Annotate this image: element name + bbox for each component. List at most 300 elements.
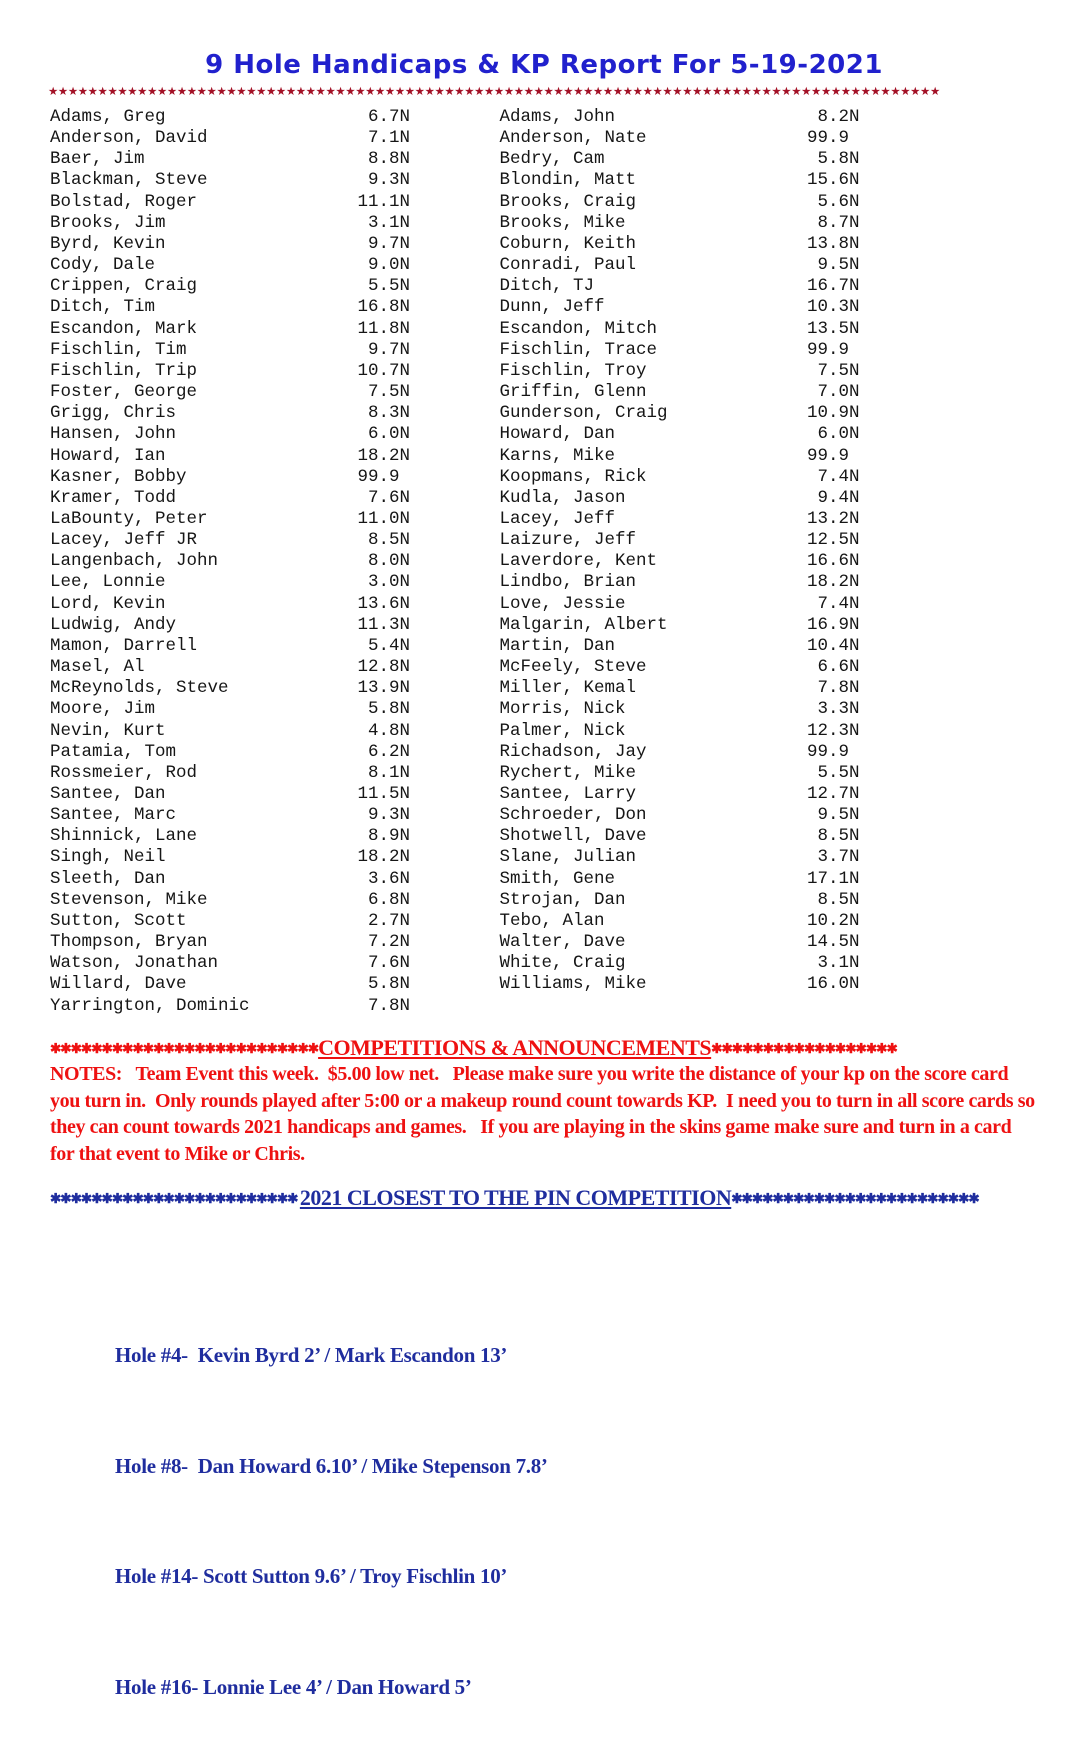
player-name: Rychert, Mike <box>499 762 637 783</box>
player-name: Hansen, John <box>50 424 177 445</box>
player-name: Patamia, Tom <box>50 741 177 762</box>
player-name: Santee, Dan <box>50 784 166 804</box>
player-name: Grigg, Chris <box>50 403 177 424</box>
handicap-value: 10.4 <box>807 635 850 656</box>
handicap-suffix: N <box>399 635 411 656</box>
handicap-suffix: N <box>399 403 411 424</box>
player-name: White, Craig <box>499 953 626 974</box>
player-name: Koopmans, Rick <box>499 466 647 487</box>
handicap-suffix: N <box>399 932 411 953</box>
player-name: Adams, John <box>499 107 616 127</box>
handicap-row <box>500 170 862 191</box>
handicap-row <box>50 213 412 234</box>
handicap-suffix: N <box>399 339 411 360</box>
handicap-row <box>500 361 862 382</box>
handicap-value: 11.3 <box>357 614 400 635</box>
handicap-suffix: N <box>849 826 860 847</box>
handicap-value: 14.5 <box>807 932 850 953</box>
handicap-row <box>50 234 412 255</box>
handicap-value: 18.2 <box>807 572 850 593</box>
handicap-suffix: N <box>849 868 860 889</box>
kp-hole-results <box>115 1232 548 1756</box>
player-name: Lord, Kevin <box>50 593 166 614</box>
handicap-suffix: N <box>849 149 860 170</box>
player-name: Watson, Jonathan <box>50 953 219 974</box>
player-name: Brooks, Mike <box>499 212 626 233</box>
handicap-value: 3.6 <box>367 868 400 889</box>
player-name: Byrd, Kevin <box>50 233 166 254</box>
handicap-value: 13.5 <box>807 318 850 339</box>
handicap-row <box>500 107 862 128</box>
handicap-row <box>50 890 412 911</box>
handicap-value: 4.8 <box>367 720 400 741</box>
handicap-suffix: N <box>849 276 860 297</box>
player-name: Lindbo, Brian <box>499 572 637 593</box>
handicap-value: 8.5 <box>817 889 849 910</box>
player-name: Williams, Mike <box>499 974 647 995</box>
handicap-suffix: N <box>399 889 411 910</box>
handicap-row <box>50 657 412 678</box>
handicap-row <box>50 805 412 826</box>
handicap-value: 17.1 <box>807 868 850 889</box>
star-separator: ★★★★★★★★★★★★★★★★★★★★★★★★★★★★★★★★★★★★★★★★★★★★★★★★★★★★★★★★★★★★★★★★★★★★★★★★★★★★★★★★★★★★★★★★★★ <box>48 84 940 98</box>
handicap-value: 11.0 <box>357 508 400 529</box>
player-name: Ludwig, Andy <box>50 614 177 635</box>
player-name: Langenbach, John <box>50 551 219 572</box>
handicap-row <box>50 192 412 213</box>
handicap-suffix: N <box>849 657 860 678</box>
handicap-row <box>50 721 412 742</box>
player-name: Foster, George <box>50 382 198 403</box>
player-name: Karns, Mike <box>499 445 616 466</box>
handicap-value: 10.9 <box>807 403 850 424</box>
handicap-row <box>50 594 412 615</box>
handicap-row <box>500 149 862 170</box>
handicap-row <box>500 636 862 657</box>
player-name: Willard, Dave <box>50 974 187 995</box>
handicap-value: 7.6 <box>367 953 400 974</box>
handicap-suffix: N <box>849 382 860 403</box>
player-name: Strojan, Dan <box>499 889 626 910</box>
handicap-row <box>50 488 412 509</box>
star-run-left: ✱✱✱✱✱✱✱✱✱✱✱✱✱✱✱✱✱✱✱✱✱✱✱✱ <box>50 1191 300 1206</box>
handicap-value: 7.2 <box>367 932 400 953</box>
handicap-value: 7.0 <box>817 382 849 403</box>
player-name: Adams, Greg <box>50 107 166 127</box>
handicap-value: 9.5 <box>817 805 849 826</box>
player-name: Masel, Al <box>50 657 145 678</box>
player-name: Palmer, Nick <box>499 720 626 741</box>
handicap-suffix: N <box>399 784 411 804</box>
player-name: Lacey, Jeff JR <box>50 530 198 551</box>
player-name: McReynolds, Steve <box>50 678 229 699</box>
handicap-value: 8.3 <box>367 403 400 424</box>
handicap-suffix: N <box>399 614 411 635</box>
handicap-suffix: N <box>399 762 411 783</box>
handicap-row <box>500 213 862 234</box>
handicap-suffix: N <box>399 276 411 297</box>
handicap-row <box>50 424 412 445</box>
star-run-right: ✱✱✱✱✱✱✱✱✱✱✱✱✱✱✱✱✱✱✱✱✱✱✱✱ <box>731 1191 979 1206</box>
player-name: Rossmeier, Rod <box>50 762 198 783</box>
player-name: Nevin, Kurt <box>50 720 166 741</box>
handicap-suffix: N <box>849 910 860 931</box>
handicap-value: 9.3 <box>367 805 400 826</box>
handicap-suffix <box>400 467 412 488</box>
handicap-row <box>500 890 862 911</box>
handicap-value: 8.7 <box>817 212 849 233</box>
handicap-suffix: N <box>399 149 411 170</box>
handicap-value: 6.0 <box>817 424 849 445</box>
handicap-row <box>50 847 412 868</box>
handicap-value: 3.1 <box>367 212 400 233</box>
player-name: Coburn, Keith <box>499 233 637 254</box>
handicap-value: 99.9 <box>357 466 400 487</box>
handicap-value: 6.2 <box>367 741 400 762</box>
handicap-suffix: N <box>399 995 411 1016</box>
handicap-value: 3.1 <box>817 953 849 974</box>
handicap-value: 10.7 <box>357 360 400 381</box>
handicap-value: 5.8 <box>817 149 849 170</box>
handicap-suffix: N <box>399 741 411 762</box>
handicap-suffix: N <box>849 678 860 699</box>
handicap-value: 5.4 <box>367 635 400 656</box>
handicap-row <box>500 255 862 276</box>
handicap-value: 9.5 <box>817 255 849 276</box>
handicap-value: 5.8 <box>367 699 400 720</box>
handicap-row <box>500 847 862 868</box>
handicap-suffix: N <box>399 868 411 889</box>
handicap-suffix: N <box>849 635 860 656</box>
announcements-heading: COMPETITIONS & ANNOUNCEMENTS <box>318 1035 712 1060</box>
player-name: Gunderson, Craig <box>499 403 668 424</box>
player-name: Fischlin, Tim <box>50 339 187 360</box>
handicap-suffix: N <box>849 784 860 804</box>
handicap-value: 7.5 <box>367 382 400 403</box>
handicap-value: 13.8 <box>807 233 850 254</box>
page-title: 9 Hole Handicaps & KP Report For 5-19-2021 <box>205 50 883 80</box>
handicap-value: 99.9 <box>807 445 850 466</box>
handicap-suffix: N <box>849 255 860 276</box>
handicap-row <box>500 382 862 403</box>
player-name: Mamon, Darrell <box>50 635 198 656</box>
handicap-row <box>50 678 412 699</box>
player-name: Love, Jessie <box>499 593 626 614</box>
player-name: Anderson, David <box>50 128 208 149</box>
handicap-value: 3.3 <box>817 699 849 720</box>
handicap-value: 16.6 <box>807 551 850 572</box>
player-name: Fischlin, Troy <box>499 360 647 381</box>
handicap-value: 12.8 <box>357 657 400 678</box>
player-name: McFeely, Steve <box>499 657 647 678</box>
handicap-value: 6.7 <box>367 107 400 127</box>
handicap-row <box>500 488 862 509</box>
handicap-row <box>500 572 862 593</box>
player-name: Miller, Kemal <box>499 678 637 699</box>
handicap-value: 8.9 <box>367 826 400 847</box>
handicap-row <box>50 996 412 1017</box>
handicap-value: 9.4 <box>817 487 849 508</box>
handicap-value: 8.8 <box>367 149 400 170</box>
player-name: Sutton, Scott <box>50 910 187 931</box>
player-name: Shotwell, Dave <box>499 826 647 847</box>
handicap-suffix: N <box>399 424 411 445</box>
player-name: Lacey, Jeff <box>499 508 616 529</box>
handicap-suffix: N <box>399 805 411 826</box>
handicap-suffix: N <box>399 699 411 720</box>
handicap-value: 18.2 <box>357 445 400 466</box>
handicap-value: 7.8 <box>817 678 849 699</box>
handicap-row <box>50 953 412 974</box>
handicap-suffix: N <box>399 360 411 381</box>
handicap-suffix: N <box>849 107 860 127</box>
player-name: Anderson, Nate <box>499 128 647 149</box>
handicap-value: 11.5 <box>357 784 400 804</box>
player-name: Bedry, Cam <box>499 149 605 170</box>
handicap-row <box>500 826 862 847</box>
handicap-suffix: N <box>399 487 411 508</box>
handicap-value: 6.8 <box>367 889 400 910</box>
handicap-row <box>50 826 412 847</box>
handicap-value: 10.2 <box>807 910 850 931</box>
handicap-row <box>500 974 862 995</box>
handicap-value: 5.5 <box>367 276 400 297</box>
player-name: Lee, Lonnie <box>50 572 166 593</box>
player-name: Ditch, TJ <box>499 276 595 297</box>
handicap-value: 6.0 <box>367 424 400 445</box>
handicap-value: 11.1 <box>357 191 400 212</box>
handicap-value: 11.8 <box>357 318 400 339</box>
handicap-value: 9.3 <box>367 170 400 191</box>
handicap-suffix: N <box>849 508 860 529</box>
handicap-value: 2.7 <box>367 910 400 931</box>
handicap-value: 16.8 <box>357 297 400 318</box>
handicap-column-left <box>50 107 412 1017</box>
player-name: Kramer, Todd <box>50 487 177 508</box>
handicap-row <box>50 149 412 170</box>
player-name: Santee, Larry <box>499 784 637 804</box>
handicap-suffix: N <box>849 762 860 783</box>
handicap-row <box>50 636 412 657</box>
player-name: Kudla, Jason <box>499 487 626 508</box>
handicap-suffix: N <box>849 487 860 508</box>
handicap-value: 12.7 <box>807 784 850 804</box>
handicap-value: 99.9 <box>807 128 850 149</box>
handicap-value: 8.2 <box>817 107 849 127</box>
player-name: Brooks, Craig <box>499 191 637 212</box>
player-name: Malgarin, Albert <box>499 614 668 635</box>
handicap-row <box>50 699 412 720</box>
handicap-row <box>50 319 412 340</box>
handicap-row <box>50 530 412 551</box>
handicap-row <box>50 276 412 297</box>
handicap-suffix <box>849 446 861 467</box>
handicap-suffix: N <box>849 593 860 614</box>
handicap-row <box>500 932 862 953</box>
handicap-suffix: N <box>399 191 411 212</box>
handicap-row <box>50 382 412 403</box>
handicap-row <box>50 403 412 424</box>
handicap-value: 8.0 <box>367 551 400 572</box>
handicap-row <box>50 361 412 382</box>
player-name: Walter, Dave <box>499 932 626 953</box>
notes-text: Team Event this week. $5.00 low net. Please make sure you write the distance of your kp on the score card you turn in. Only rounds played after 5:00 or a makeup round count towards KP. I need you to turn in all score cards so they can count towards 2021 handicaps and games. If you are playing in the skins game make sure and turn in a card for that event to Mike or Chris. <box>50 1063 1040 1165</box>
handicap-suffix: N <box>849 318 860 339</box>
handicap-row <box>500 424 862 445</box>
player-name: Blondin, Matt <box>499 170 637 191</box>
handicap-row <box>500 657 862 678</box>
handicap-value: 10.3 <box>807 297 850 318</box>
handicap-row <box>50 255 412 276</box>
handicap-row <box>50 297 412 318</box>
handicap-column-right <box>500 107 862 1017</box>
player-name: Brooks, Jim <box>50 212 166 233</box>
handicap-suffix: N <box>399 657 411 678</box>
handicap-row <box>500 763 862 784</box>
handicap-row <box>50 551 412 572</box>
notes-label: NOTES: <box>50 1063 123 1085</box>
handicap-suffix: N <box>399 847 411 868</box>
handicap-row <box>500 721 862 742</box>
announcements-header <box>50 1035 897 1061</box>
player-name: Howard, Dan <box>499 424 616 445</box>
handicap-suffix: N <box>399 128 411 149</box>
handicap-value: 99.9 <box>807 339 850 360</box>
handicap-row <box>50 742 412 763</box>
handicap-value: 8.5 <box>367 530 400 551</box>
handicap-suffix: N <box>849 191 860 212</box>
handicap-suffix: N <box>399 297 411 318</box>
handicap-row <box>50 170 412 191</box>
player-name: Singh, Neil <box>50 847 166 868</box>
player-name: Blackman, Steve <box>50 170 208 191</box>
handicap-row <box>50 572 412 593</box>
player-name: Baer, Jim <box>50 149 145 170</box>
handicap-suffix: N <box>399 107 411 127</box>
handicap-value: 6.6 <box>817 657 849 678</box>
kp-competition-heading: 2021 CLOSEST TO THE PIN COMPETITION <box>299 1185 732 1210</box>
player-name: Conradi, Paul <box>499 255 637 276</box>
handicap-suffix: N <box>399 910 411 931</box>
handicap-row <box>500 276 862 297</box>
handicap-value: 13.6 <box>357 593 400 614</box>
handicap-value: 9.7 <box>367 339 400 360</box>
handicap-suffix <box>849 742 861 763</box>
handicap-row <box>500 297 862 318</box>
handicap-suffix <box>849 340 861 361</box>
player-name: Escandon, Mitch <box>499 318 658 339</box>
handicap-suffix: N <box>849 551 860 572</box>
player-name: Laizure, Jeff <box>499 530 637 551</box>
handicap-value: 7.4 <box>817 593 849 614</box>
player-name: Morris, Nick <box>499 699 626 720</box>
player-name: Laverdore, Kent <box>499 551 658 572</box>
handicap-row <box>500 699 862 720</box>
handicap-value: 7.6 <box>367 487 400 508</box>
player-name: Cody, Dale <box>50 255 156 276</box>
handicap-row <box>500 319 862 340</box>
handicap-value: 9.7 <box>367 233 400 254</box>
handicap-suffix: N <box>849 932 860 953</box>
handicap-table <box>50 107 861 1017</box>
star-run-right: ✱✱✱✱✱✱✱✱✱✱✱✱✱✱✱✱✱✱ <box>711 1041 897 1056</box>
handicap-row <box>500 509 862 530</box>
handicap-value: 13.9 <box>357 678 400 699</box>
player-name: Sleeth, Dan <box>50 868 166 889</box>
handicap-suffix: N <box>849 233 860 254</box>
handicap-row <box>50 974 412 995</box>
handicap-value: 16.0 <box>807 974 850 995</box>
handicap-row <box>50 869 412 890</box>
kp-hole-line: Hole #14- Scott Sutton 9.6’ / Troy Fischlin 10’ <box>115 1564 508 1589</box>
handicap-value: 12.3 <box>807 720 850 741</box>
handicap-suffix <box>849 128 861 149</box>
handicap-value: 7.8 <box>367 995 400 1016</box>
handicap-suffix: N <box>849 889 860 910</box>
handicap-row <box>500 594 862 615</box>
handicap-value: 3.0 <box>367 572 400 593</box>
player-name: Shinnick, Lane <box>50 826 198 847</box>
handicap-suffix: N <box>849 360 860 381</box>
handicap-suffix: N <box>849 403 860 424</box>
player-name: Richadson, Jay <box>499 741 647 762</box>
kp-competition-header <box>50 1185 979 1211</box>
player-name: Schroeder, Don <box>499 805 647 826</box>
handicap-row <box>50 763 412 784</box>
handicap-row <box>500 530 862 551</box>
kp-hole-line: Hole #8- Dan Howard 6.10’ / Mike Stepenson 7.8’ <box>115 1453 548 1478</box>
handicap-row <box>500 805 862 826</box>
handicap-suffix: N <box>849 424 860 445</box>
handicap-row <box>500 615 862 636</box>
player-name: Bolstad, Roger <box>50 191 198 212</box>
handicap-suffix: N <box>849 720 860 741</box>
player-name: Yarrington, Dominic <box>50 995 250 1016</box>
handicap-row <box>500 403 862 424</box>
player-name: Howard, Ian <box>50 445 166 466</box>
handicap-suffix: N <box>849 699 860 720</box>
handicap-value: 7.4 <box>817 466 849 487</box>
handicap-suffix: N <box>849 466 860 487</box>
handicap-suffix: N <box>849 614 860 635</box>
handicap-row <box>50 784 412 805</box>
player-name: Thompson, Bryan <box>50 932 208 953</box>
star-run-left: ✱✱✱✱✱✱✱✱✱✱✱✱✱✱✱✱✱✱✱✱✱✱✱✱✱✱ <box>50 1041 319 1056</box>
handicap-value: 5.6 <box>817 191 849 212</box>
handicap-suffix: N <box>399 953 411 974</box>
handicap-row <box>50 509 412 530</box>
handicap-value: 7.1 <box>367 128 400 149</box>
handicap-row <box>50 128 412 149</box>
player-name: Crippen, Craig <box>50 276 198 297</box>
handicap-value: 15.6 <box>807 170 850 191</box>
handicap-suffix: N <box>399 318 411 339</box>
handicap-suffix: N <box>399 593 411 614</box>
player-name: Santee, Marc <box>50 805 177 826</box>
handicap-row <box>50 932 412 953</box>
handicap-suffix: N <box>399 974 411 995</box>
player-name: Slane, Julian <box>499 847 637 868</box>
handicap-row <box>500 742 862 763</box>
handicap-value: 12.5 <box>807 530 850 551</box>
handicap-value: 8.5 <box>817 826 849 847</box>
handicap-suffix: N <box>399 233 411 254</box>
player-name: Smith, Gene <box>499 868 616 889</box>
handicap-value: 18.2 <box>357 847 400 868</box>
handicap-suffix: N <box>399 720 411 741</box>
handicap-row <box>500 340 862 361</box>
handicap-suffix: N <box>399 678 411 699</box>
